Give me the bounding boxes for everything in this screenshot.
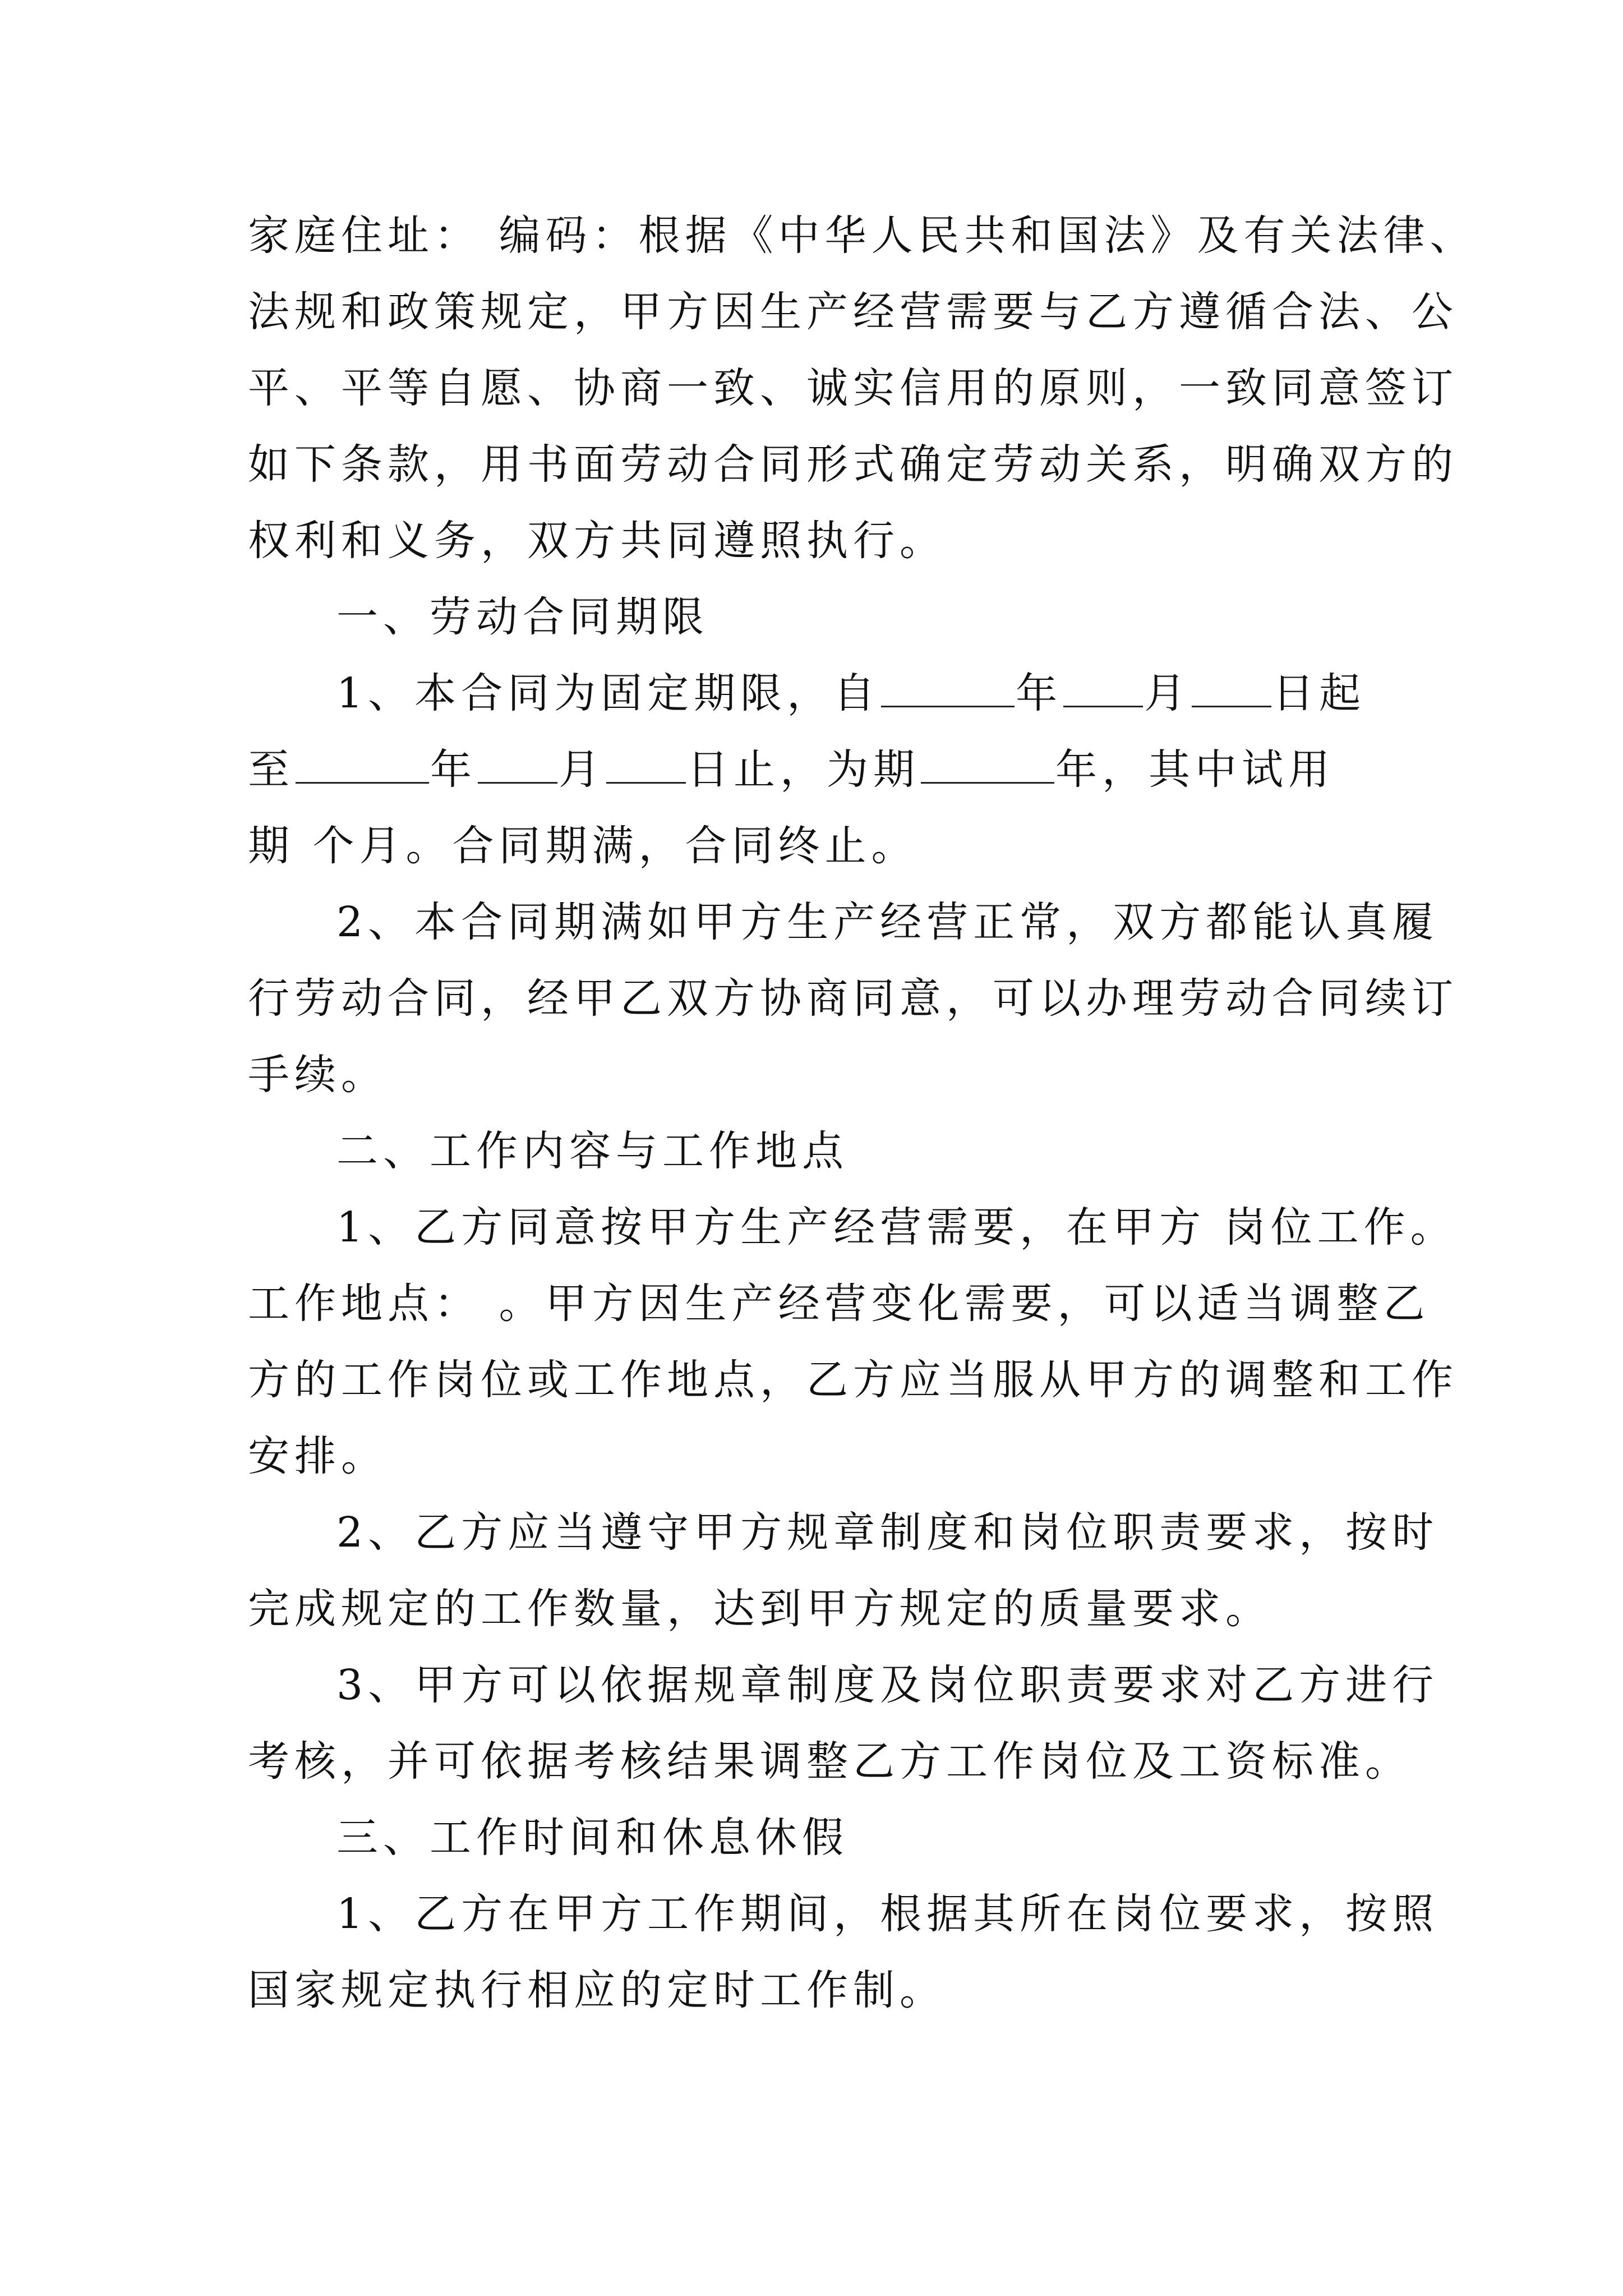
month-label: 月 — [559, 746, 605, 794]
paragraph-line: 行劳动合同，经甲乙双方协商同意，可以办理劳动合同续订 — [248, 974, 1458, 1023]
end-day-blank — [606, 743, 686, 784]
paragraph-line: 如下条款，用书面劳动合同形式确定劳动关系，明确双方的 — [248, 440, 1458, 489]
start-year-blank — [881, 666, 1015, 707]
paragraph-line: 工作地点： 。甲方因生产经营变化需要，可以适当调整乙 — [248, 1280, 1430, 1328]
section-heading: 三、工作时间和休息休假 — [336, 1814, 849, 1862]
section-heading: 二、工作内容与工作地点 — [336, 1127, 849, 1175]
paragraph-line: 期 个月。合同期满，合同终止。 — [248, 822, 918, 870]
paragraph-line: 平、平等自愿、协商一致、诚实信用的原则，一致同意签订 — [248, 364, 1458, 412]
contract-term-line — [248, 655, 1398, 731]
paragraph-line: 安排。 — [248, 1432, 388, 1480]
probation-text: 年，其中试用 — [1055, 746, 1335, 794]
day-start-label: 日起 — [1272, 669, 1366, 717]
paragraph-line: 权利和义务，双方共同遵照执行。 — [248, 517, 946, 565]
section-heading: 一、劳动合同期限 — [336, 593, 709, 641]
paragraph-line: 考核，并可依据考核结果调整乙方工作岗位及工资标准。 — [248, 1737, 1412, 1786]
paragraph-line: 2、本合同期满如甲方生产经营正常，双方都能认真履 — [336, 898, 1439, 946]
paragraph-line: 完成规定的工作数量，达到甲方规定的质量要求。 — [248, 1585, 1272, 1633]
contract-term-text: 1、本合同为固定期限，自 — [336, 669, 880, 717]
start-month-blank — [1063, 666, 1143, 707]
paragraph-line: 方的工作岗位或工作地点，乙方应当服从甲方的调整和工作 — [248, 1356, 1458, 1404]
duration-blank — [921, 743, 1054, 784]
paragraph-line: 手续。 — [248, 1051, 388, 1099]
year-label: 年 — [430, 746, 477, 794]
paragraph-line: 法规和政策规定，甲方因生产经营需要与乙方遵循合法、公 — [248, 288, 1458, 336]
paragraph-line: 2、乙方应当遵守甲方规章制度和岗位职责要求，按时 — [336, 1508, 1439, 1557]
paragraph-line: 家庭住址： 编码：根据《中华人民共和国法》及有关法律、 — [248, 211, 1477, 260]
to-label: 至 — [248, 746, 294, 794]
paragraph-line: 1、乙方在甲方工作期间，根据其所在岗位要求，按照 — [336, 1890, 1439, 1938]
paragraph-line: 1、乙方同意按甲方生产经营需要，在甲方 岗位工作。 — [336, 1203, 1457, 1251]
day-end-label: 日止，为期 — [687, 746, 920, 794]
start-day-blank — [1192, 666, 1271, 707]
month-label: 月 — [1144, 669, 1191, 717]
year-label: 年 — [1016, 669, 1063, 717]
end-year-blank — [296, 743, 429, 784]
contract-end-line — [248, 731, 1398, 808]
paragraph-line: 国家规定执行相应的定时工作制。 — [248, 1966, 946, 2014]
paragraph-line: 3、甲方可以依据规章制度及岗位职责要求对乙方进行 — [336, 1661, 1439, 1709]
end-month-blank — [478, 743, 557, 784]
document-body — [248, 197, 1477, 2028]
